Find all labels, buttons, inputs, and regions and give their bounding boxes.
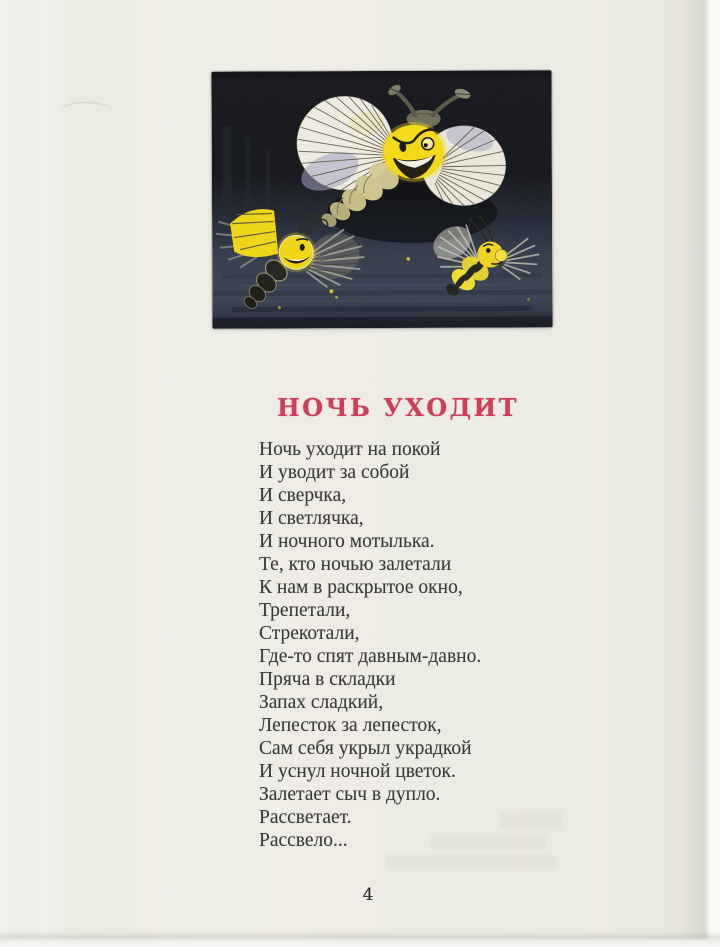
page-number: 4 <box>362 885 374 905</box>
poem-line: Лепесток за лепесток, <box>259 715 442 736</box>
poem-line: Стрекотали, <box>259 623 360 644</box>
poem-text <box>259 438 559 852</box>
reverse-page-bleedthrough <box>386 855 556 870</box>
poem-title: НОЧЬ УХОДИТ <box>277 393 520 422</box>
poem-line: Ночь уходит на покой <box>259 439 441 460</box>
poem-line: И светлячка, <box>259 508 364 529</box>
poem-line: И уводит за собой <box>259 462 410 483</box>
poem-line: Рассветает. <box>259 807 352 828</box>
poem-line: И уснул ночной цветок. <box>259 761 456 782</box>
poem-line: Сам себя укрыл украдкой <box>259 738 472 759</box>
poem-line: И ночного мотылька. <box>259 531 435 552</box>
page-curl-mark <box>60 102 112 117</box>
scan-grain-overlay <box>211 70 552 328</box>
poem-line: И сверчка, <box>259 485 347 506</box>
scan-bottom-edge <box>0 931 720 947</box>
poem-line: Рассвело... <box>259 830 348 851</box>
reverse-page-bleedthrough <box>500 812 562 828</box>
reverse-page-bleedthrough <box>430 834 546 849</box>
poem-line: Те, кто ночью залетали <box>259 554 452 575</box>
poem-line: Трепетали, <box>259 600 351 621</box>
fireflies-illustration <box>211 70 552 328</box>
poem-line: Где-то спят давным-давно. <box>259 646 482 667</box>
poem-line: Залетает сыч в дупло. <box>259 784 441 805</box>
poem-line: К нам в раскрытое окно, <box>259 577 463 598</box>
poem-line: Пряча в складки <box>259 669 396 690</box>
fireflies-illustration-svg <box>211 70 552 328</box>
poem-line: Запах сладкий, <box>259 692 384 713</box>
